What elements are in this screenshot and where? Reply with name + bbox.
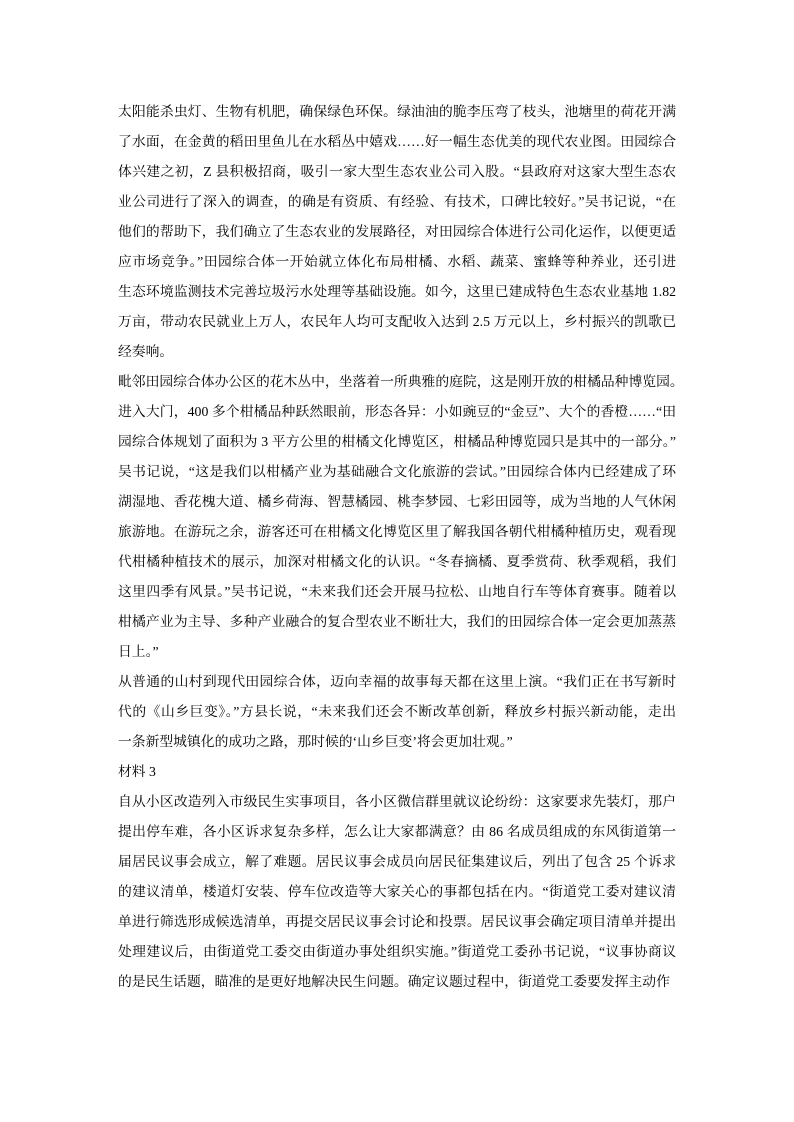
- document-body: [118, 97, 684, 997]
- text-line: 届居民议事会成立，解了难题。居民议事会成员向居民征集建议后，列出了包含 25 个诉求: [118, 854, 676, 869]
- paragraph: [118, 787, 676, 997]
- text-line: 一条新型城镇化的成功之路，那时候的‘山乡巨变’将会更加壮观。”: [118, 734, 513, 749]
- text-line: 万亩，带动农民就业上万人，农民年人均可支配收入达到 2.5 万元以上，乡村振兴的凯歌已: [118, 314, 676, 329]
- text-line: 代的《山乡巨变》。”方县长说，“未来我们还会不断改革创新，释放乡村振兴新动能，走出: [118, 704, 676, 719]
- text-line: 材料 3: [118, 764, 156, 779]
- text-line: 生态环境监测技术完善垃圾污水处理等基础设施。如今，这里已建成特色生态农业基地 1.82: [118, 284, 676, 299]
- text-line: 处理建议后，由街道党工委交由街道办事处组织实施。”街道党工委孙书记说，“议事协商议: [118, 944, 676, 959]
- text-line: 毗邻田园综合体办公区的花木丛中，坐落着一所典雅的庭院，这是刚开放的柑橘品种博览园。: [118, 374, 684, 389]
- text-line: 的建议清单，楼道灯安装、停车位改造等大家关心的事都包括在内。“街道党工委对建议清: [118, 884, 676, 899]
- text-line: 了水面，在金黄的稻田里鱼儿在水稻丛中嬉戏……好一幅生态优美的现代农业图。田园综合: [118, 134, 676, 149]
- text-line: 太阳能杀虫灯、生物有机肥，确保绿色环保。绿油油的脆李压弯了枝头，池塘里的荷花开满: [118, 104, 676, 119]
- text-line: 柑橘产业为主导、多种产业融合的复合型农业不断壮大，我们的田园综合体一定会更加蒸蒸: [118, 614, 676, 629]
- text-line: 从普通的山村到现代田园综合体，迈向幸福的故事每天都在这里上演。“我们正在书写新时: [118, 674, 676, 689]
- text-line: 经奏响。: [118, 344, 174, 359]
- text-line: 代柑橘种植技术的展示，加深对柑橘文化的认识。“冬春摘橘、夏季赏荷、秋季观稻，我们: [118, 554, 676, 569]
- text-line: 体兴建之初，Z 县积极招商，吸引一家大型生态农业公司入股。“县政府对这家大型生态农: [118, 164, 676, 179]
- text-line: 自从小区改造列入市级民生实事项目，各小区微信群里就议论纷纷：这家要求先装灯，那户: [118, 794, 676, 809]
- paragraph: [118, 667, 676, 757]
- text-line: 旅游地。在游玩之余，游客还可在柑橘文化博览区里了解我国各朝代柑橘种植历史，观看现: [118, 524, 676, 539]
- text-line: 提出停车难，各小区诉求复杂多样，怎么让大家都满意？由 86 名成员组成的东风街道第一: [118, 824, 676, 839]
- section-label: [118, 757, 676, 787]
- text-line: 园综合体规划了面积为 3 平方公里的柑橘文化博览区，柑橘品种博览园只是其中的一部分。”: [118, 434, 676, 449]
- text-line: 他们的帮助下，我们确立了生态农业的发展路径，对田园综合体进行公司化运作，以便更适: [118, 224, 676, 239]
- paragraph: [118, 97, 676, 367]
- text-line: 业公司进行了深入的调查，的确是有资质、有经验、有技术，口碑比较好。”吴书记说，“在: [118, 194, 676, 209]
- paragraph: [118, 367, 684, 667]
- text-line: 进入大门，400 多个柑橘品种跃然眼前，形态各异：小如豌豆的“金豆”、大个的香橙……“田: [118, 404, 676, 419]
- text-line: 单进行筛选形成候选清单，再提交居民议事会讨论和投票。居民议事会确定项目清单并提出: [118, 914, 676, 929]
- text-line: 应市场竞争。”田园综合体一开始就立体化布局柑橘、水稻、蔬菜、蜜蜂等种养业，还引进: [118, 254, 676, 269]
- text-line: 的是民生话题，瞄准的是更好地解决民生问题。确定议题过程中，街道党工委要发挥主动作: [118, 974, 670, 989]
- text-line: 日上。”: [118, 644, 159, 659]
- text-line: 湖湿地、香花槐大道、橘乡荷海、智慧橘园、桃李梦园、七彩田园等，成为当地的人气休闲: [118, 494, 676, 509]
- text-line: 吴书记说，“这是我们以柑橘产业为基础融合文化旅游的尝试。”田园综合体内已经建成了环: [118, 464, 676, 479]
- text-line: 这里四季有风景。”吴书记说，“未来我们还会开展马拉松、山地自行车等体育赛事。随着以: [118, 584, 676, 599]
